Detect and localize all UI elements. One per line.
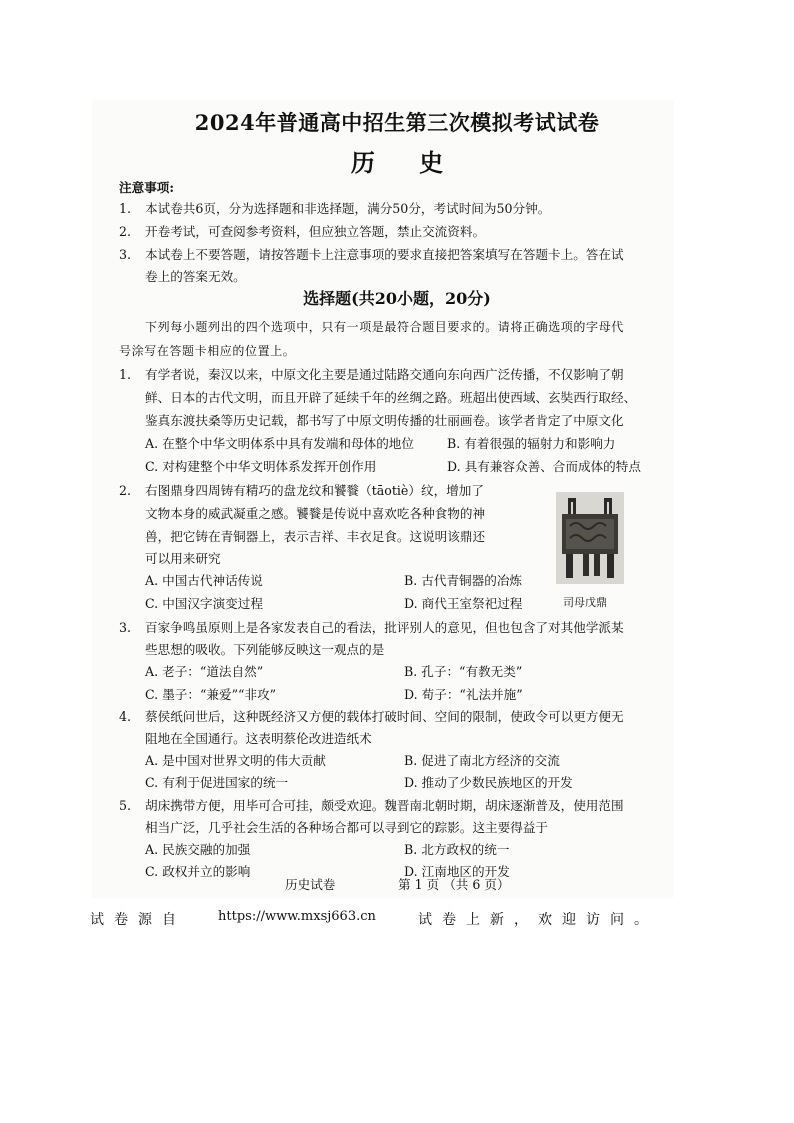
source-url-link[interactable]: https://www.mxsj663.cn xyxy=(218,909,376,924)
footer-page-number: 第 1 页 （共 6 页） xyxy=(398,877,510,892)
question-stem: 鉴真东渡扶桑等历史记载，都书写了中原文明传播的壮丽画卷。该学者肯定了中原文化 xyxy=(145,413,624,428)
question-stem: 可以用来研究 xyxy=(145,551,221,566)
question-number: 3. xyxy=(119,620,132,635)
question-stem: 兽，把它铸在青铜器上，表示吉祥、丰衣足食。这说明该鼎还 xyxy=(145,529,486,544)
option-a: A. 是中国对世界文明的伟大贡献 xyxy=(145,753,326,768)
option-a: A. 在整个中华文明体系中具有发端和母体的地位 xyxy=(145,436,414,451)
option-b: B. 有着很强的辐射力和影响力 xyxy=(447,436,616,451)
bronze-ding-image xyxy=(556,492,624,584)
option-b: B. 促进了南北方经济的交流 xyxy=(404,753,560,768)
footer-subject: 历史试卷 xyxy=(285,877,336,892)
notice-heading: 注意事项: xyxy=(119,180,175,195)
notice-item-text: 卷上的答案无效。 xyxy=(145,269,246,284)
notice-item-text: 本试卷上不要答题，请按答题卡上注意事项的要求直接把答案填写在答题卡上。答在试 xyxy=(145,247,624,262)
question-stem: 阻地在全国通行。这表明蔡伦改进造纸术 xyxy=(145,731,372,746)
question-stem: 百家争鸣虽原则上是各家发表自己的看法，批评别人的意见，但也包含了对其他学派某 xyxy=(145,620,624,635)
section-instruction: 下列每小题列出的四个选项中，只有一项是最符合题目要求的。请将正确选项的字母代 xyxy=(145,320,624,334)
question-stem: 右图鼎身四周铸有精巧的盘龙纹和饕餮（tāotiè）纹，增加了 xyxy=(145,483,484,498)
question-number: 2. xyxy=(119,483,132,498)
section-heading: 选择题(共20小题，20分) xyxy=(303,289,491,308)
question-stem: 鲜、日本的古代文明，而且开辟了延续千年的丝绸之路。班超出使西域、玄奘西行取经、 xyxy=(145,390,637,405)
notice-item-text: 开卷考试，可查阅参考资料，但应独立答题，禁止交流资料。 xyxy=(145,224,486,239)
option-b: B. 孔子：“有教无类” xyxy=(404,664,523,679)
notice-item-text: 本试卷共6页，分为选择题和非选择题，满分50分，考试时间为50分钟。 xyxy=(145,201,551,216)
question-stem: 些思想的吸收。下列能够反映这一观点的是 xyxy=(145,642,385,657)
option-c: C. 对构建整个中华文明体系发挥开创作用 xyxy=(145,459,377,474)
question-stem: 相当广泛，几乎社会生活的各种场合都可以寻到它的踪影。这主要得益于 xyxy=(145,820,548,835)
question-stem: 有学者说，秦汉以来，中原文化主要是通过陆路交通向东向西广泛传播，不仅影响了朝 xyxy=(145,367,624,382)
notice-item-num: 1. xyxy=(119,201,132,216)
notice-item-num: 2. xyxy=(119,224,132,239)
option-b: B. 北方政权的统一 xyxy=(404,842,510,857)
option-c: C. 墨子：“兼爱”“非攻” xyxy=(145,687,277,702)
question-stem: 胡床携带方便，用毕可合可挂，颇受欢迎。魏晋南北朝时期，胡床逐渐普及，使用范围 xyxy=(145,798,624,813)
question-stem: 蔡侯纸问世后，这种既经济又方便的载体打破时间、空间的限制，使政令可以更方便无 xyxy=(145,709,624,724)
exam-subject: 历 史 xyxy=(350,148,462,177)
bronze-ding-icon xyxy=(556,492,624,584)
option-c: C. 中国汉字演变过程 xyxy=(145,596,263,611)
option-c: C. 有利于促进国家的统一 xyxy=(145,775,289,790)
option-d: D. 具有兼容众善、合而成体的特点 xyxy=(447,459,641,474)
source-prefix: 试卷源自 xyxy=(90,912,186,928)
section-instruction: 号涂写在答题卡相应的位置上。 xyxy=(119,344,296,358)
question-number: 5. xyxy=(119,798,132,813)
option-d: D. 荀子：“礼法并施” xyxy=(404,687,523,702)
question-number: 4. xyxy=(119,709,132,724)
question-stem: 文物本身的威武凝重之感。饕餮是传说中喜欢吃各种食物的神 xyxy=(145,506,486,521)
option-a: A. 老子：“道法自然” xyxy=(145,664,264,679)
notice-item-num: 3. xyxy=(119,247,132,262)
image-caption: 司母戊鼎 xyxy=(563,596,607,609)
option-a: A. 中国古代神话传说 xyxy=(145,573,263,588)
option-d: D. 商代王室祭祀过程 xyxy=(404,596,523,611)
option-d: D. 推动了少数民族地区的开发 xyxy=(404,775,573,790)
option-a: A. 民族交融的加强 xyxy=(145,842,251,857)
source-suffix: 试卷上新，欢迎访问。 xyxy=(418,912,658,928)
question-number: 1. xyxy=(119,367,132,382)
exam-title: 2024年普通高中招生第三次模拟考试试卷 xyxy=(194,110,600,135)
option-b: B. 古代青铜器的冶炼 xyxy=(404,573,523,588)
option-c: C. 政权并立的影响 xyxy=(145,864,251,879)
option-d: D. 江南地区的开发 xyxy=(404,864,510,879)
